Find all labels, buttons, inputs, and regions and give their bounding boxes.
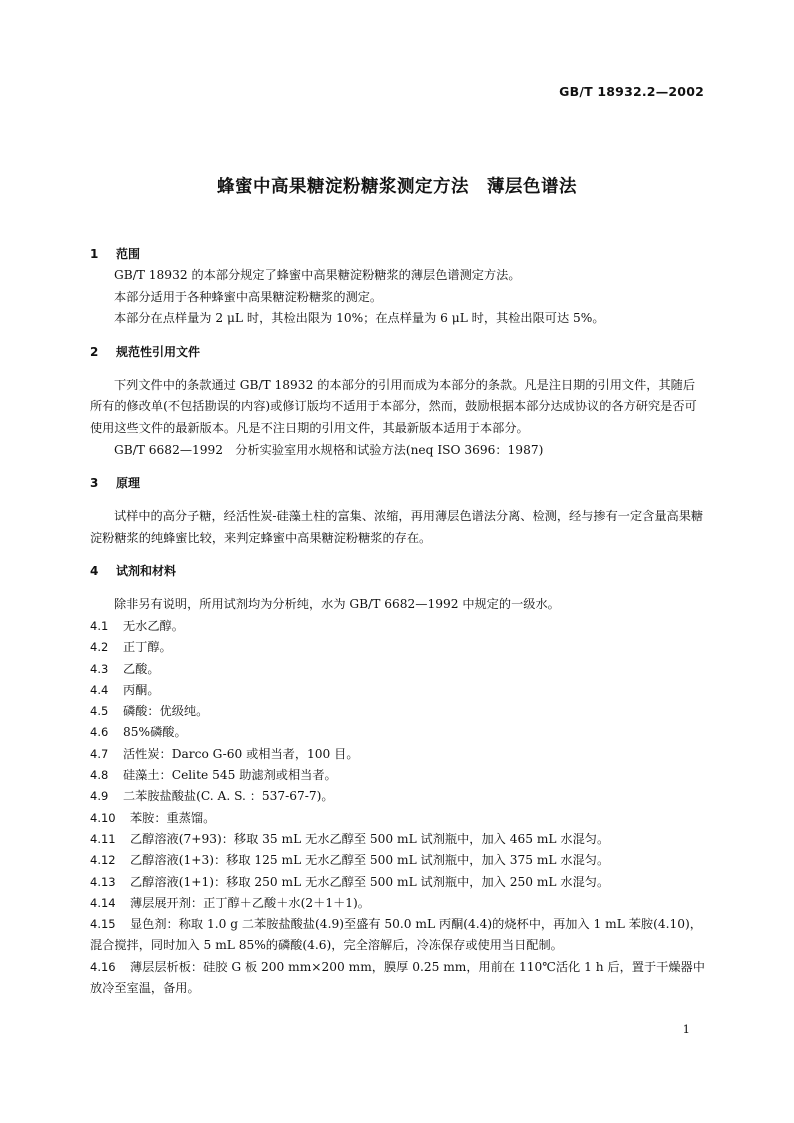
list-item bbox=[90, 957, 706, 1000]
item-number: 4.5 bbox=[90, 704, 109, 719]
item-text: 活性炭：Darco G-60 或相当者，100 目。 bbox=[123, 746, 359, 761]
item-number: 4.4 bbox=[90, 682, 109, 697]
section-title: 范围 bbox=[116, 247, 141, 261]
section-number: 1 bbox=[90, 247, 99, 261]
item-text: 无水乙醇。 bbox=[123, 618, 184, 633]
item-number: 4.15 bbox=[90, 917, 116, 932]
paragraph: 下列文件中的条款通过 GB/T 18932 的本部分的引用而成为本部分的条款。凡是注日期的引用文件，其随后所有的修改单(不包括勘误的内容)或修订版均不适用于本部分，然而，鼓励根据本部分达成协议的各方研究是否可使用这些文件的最新版本。凡是不注日期的引用文件，其最新版本适用于本部分。 bbox=[90, 377, 697, 435]
section-number: 3 bbox=[90, 476, 99, 491]
item-number: 4.3 bbox=[90, 661, 109, 676]
item-text: 苯胺：重蒸馏。 bbox=[130, 810, 216, 825]
document-body bbox=[90, 244, 706, 999]
list-item bbox=[90, 616, 706, 637]
item-number: 4.13 bbox=[90, 874, 116, 889]
section-number: 2 bbox=[90, 344, 99, 359]
standard-number: GB/T 18932.2—2002 bbox=[559, 84, 704, 99]
item-number: 4.10 bbox=[90, 810, 116, 825]
list-item bbox=[90, 850, 706, 871]
paragraph: GB/T 18932 的本部分规定了蜂蜜中高果糖淀粉糖浆的薄层色谱测定方法。 bbox=[114, 268, 521, 282]
item-text: 显色剂：称取 1.0 g 二苯胺盐酸盐(4.9)至盛有 50.0 mL 丙酮(4.4)的烧杯中，再加入 1 mL 苯胺(4.10)，混合搅拌，同时加入 5 mL 85%的磷酸(4.6)，完全溶解后，冷冻保存或使用当日配制。 bbox=[90, 917, 702, 953]
list-item bbox=[90, 872, 706, 893]
list-item bbox=[90, 765, 706, 786]
page-number: 1 bbox=[682, 1022, 690, 1036]
item-text: 85%磷酸。 bbox=[123, 725, 187, 740]
item-text: 乙醇溶液(1+3)：移取 125 mL 无水乙醇至 500 mL 试剂瓶中，加入 375 mL 水混匀。 bbox=[130, 853, 610, 868]
section-title: 原理 bbox=[116, 476, 141, 491]
item-text: 乙醇溶液(7+93)：移取 35 mL 无水乙醇至 500 mL 试剂瓶中，加入 465 mL 水混匀。 bbox=[130, 831, 610, 846]
list-item bbox=[90, 744, 706, 765]
item-number: 4.7 bbox=[90, 746, 109, 761]
item-number: 4.8 bbox=[90, 768, 109, 783]
item-number: 4.12 bbox=[90, 853, 116, 868]
item-text: 薄层展开剂：正丁醇＋乙酸＋水(2＋1＋1)。 bbox=[130, 895, 370, 910]
item-text: 丙酮。 bbox=[123, 682, 160, 697]
paragraph: 试样中的高分子糖，经活性炭-硅藻土柱的富集、浓缩，再用薄层色谱法分离、检测，经与掺有一定含量高果糖淀粉糖浆的纯蜂蜜比较，来判定蜂蜜中高果糖淀粉糖浆的存在。 bbox=[90, 509, 704, 545]
list-item bbox=[90, 680, 706, 701]
item-number: 4.2 bbox=[90, 640, 109, 655]
reference-entry: GB/T 6682—1992 分析实验室用水规格和试验方法(neq ISO 3696：1987) bbox=[114, 442, 544, 457]
item-number: 4.9 bbox=[90, 789, 109, 804]
list-item bbox=[90, 722, 706, 743]
item-number: 4.6 bbox=[90, 725, 109, 740]
item-text: 二苯胺盐酸盐(C. A. S. ：537-67-7)。 bbox=[123, 789, 334, 804]
document-title: 蜂蜜中高果糖淀粉糖浆测定方法 薄层色谱法 bbox=[217, 177, 577, 197]
item-number: 4.14 bbox=[90, 895, 116, 910]
item-number: 4.16 bbox=[90, 959, 116, 974]
paragraph: 本部分适用于各种蜂蜜中高果糖淀粉糖浆的测定。 bbox=[114, 289, 383, 304]
item-number: 4.11 bbox=[90, 831, 116, 846]
section-title: 规范性引用文件 bbox=[116, 344, 201, 359]
item-text: 薄层层析板：硅胶 G 板 200 mm×200 mm，膜厚 0.25 mm，用前在 110℃活化 1 h 后，置于干燥器中放冷至室温，备用。 bbox=[90, 959, 705, 995]
list-item bbox=[90, 701, 706, 722]
item-text: 硅藻土：Celite 545 助滤剂或相当者。 bbox=[123, 768, 337, 783]
list-item bbox=[90, 893, 706, 914]
list-item bbox=[90, 659, 706, 680]
list-item bbox=[90, 637, 706, 658]
section-heading-reagents bbox=[90, 561, 706, 582]
item-number: 4.1 bbox=[90, 618, 109, 633]
list-item bbox=[90, 786, 706, 807]
item-text: 正丁醇。 bbox=[123, 640, 172, 655]
section-heading-scope bbox=[90, 244, 706, 265]
item-text: 乙酸。 bbox=[123, 661, 160, 676]
section-heading-references bbox=[90, 342, 706, 363]
section-number: 4 bbox=[90, 564, 99, 579]
list-item bbox=[90, 914, 706, 957]
list-item bbox=[90, 829, 706, 850]
section-title: 试剂和材料 bbox=[116, 564, 177, 579]
section-heading-principle bbox=[90, 473, 706, 494]
paragraph: 本部分在点样量为 2 μL 时，其检出限为 10%；在点样量为 6 μL 时，其检出限可达 5%。 bbox=[114, 311, 605, 326]
item-text: 磷酸：优级纯。 bbox=[123, 704, 209, 719]
item-text: 乙醇溶液(1+1)：移取 250 mL 无水乙醇至 500 mL 试剂瓶中，加入 250 mL 水混匀。 bbox=[130, 874, 610, 889]
list-item bbox=[90, 808, 706, 829]
paragraph: 除非另有说明，所用试剂均为分析纯，水为 GB/T 6682—1992 中规定的一级水。 bbox=[114, 597, 560, 612]
